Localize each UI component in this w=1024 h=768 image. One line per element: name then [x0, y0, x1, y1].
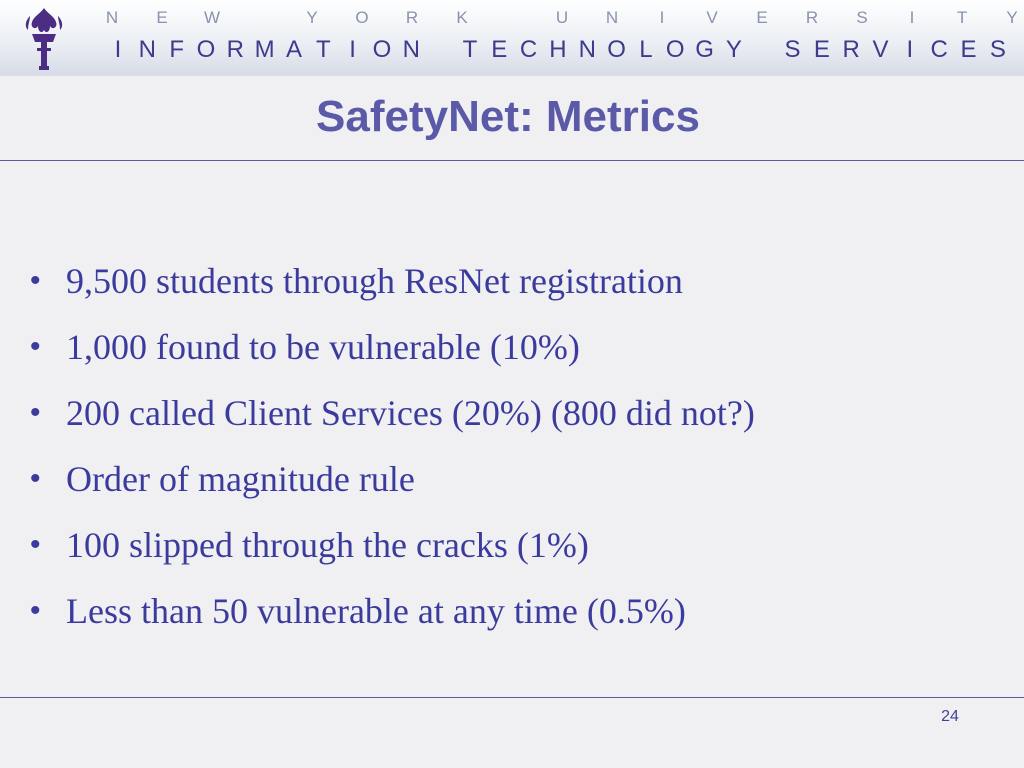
bullet-text: 200 called Client Services (20%) (800 did not?): [66, 393, 755, 433]
bullet-item: [26, 314, 755, 380]
bullet-text: 100 slipped through the cracks (1%): [66, 525, 589, 565]
bullet-text: Less than 50 vulnerable at any time (0.5%): [66, 591, 686, 631]
bullet-text: 1,000 found to be vulnerable (10%): [66, 327, 580, 367]
bullet-icon: •: [30, 528, 41, 561]
university-name: N E W Y O R K U N I V E R S I T Y: [105, 8, 1018, 27]
torch-icon: [20, 6, 68, 72]
bullet-item: [26, 578, 755, 644]
bullet-text: 9,500 students through ResNet registration: [66, 261, 683, 301]
footer-divider: [0, 697, 1024, 698]
bullet-item: [26, 446, 755, 512]
bullet-item: [26, 380, 755, 446]
bullet-icon: •: [30, 264, 41, 297]
bullet-item: [26, 512, 755, 578]
bullet-list: [26, 248, 755, 644]
bullet-icon: •: [30, 594, 41, 627]
department-name: I N F O R M A T I O N T E C H N O L O G Y S E R V I C E S: [114, 36, 1006, 63]
header-banner: [0, 0, 1024, 76]
title-divider: [0, 160, 1024, 161]
bullet-item: [26, 248, 755, 314]
bullet-icon: •: [30, 396, 41, 429]
bullet-text: Order of magnitude rule: [66, 459, 415, 499]
slide-title: SafetyNet: Metrics: [316, 92, 700, 141]
bullet-icon: •: [30, 462, 41, 495]
page-number: 24: [941, 708, 959, 725]
bullet-icon: •: [30, 330, 41, 363]
